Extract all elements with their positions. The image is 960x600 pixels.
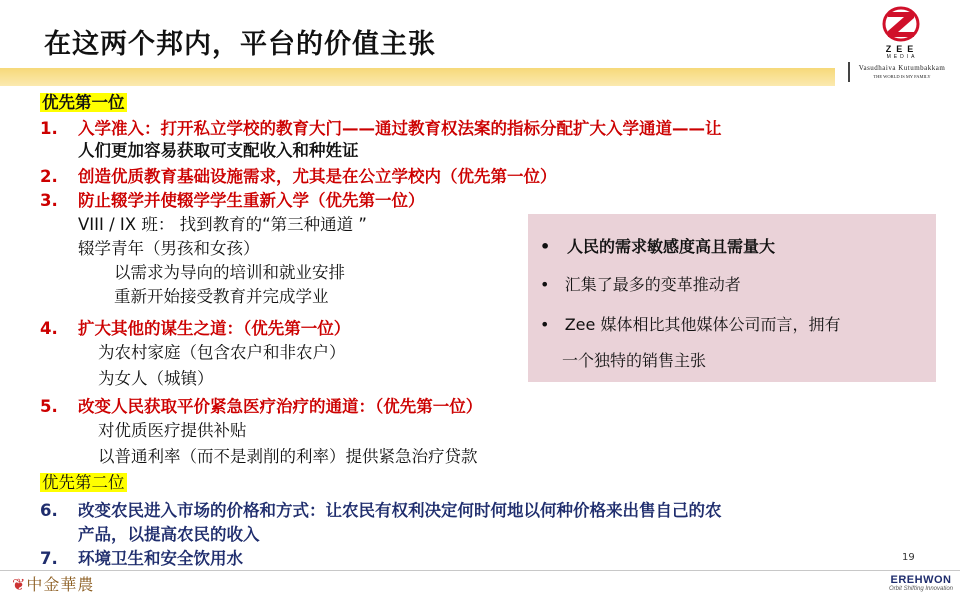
callout-bullet-1: • 人民的需求敏感度高且需量大 (540, 237, 775, 256)
callout-bullet-3-continuation: 一个独特的销售主张 (562, 351, 707, 370)
page-number: 19 (902, 552, 915, 563)
zee-wordmark: ZEE (885, 44, 919, 54)
value-proposition-callout (528, 214, 936, 382)
item-4-text: 扩大其他的谋生之道：（优先第一位） (78, 319, 351, 338)
item-2-text: 创造优质教育基础设施需求，尤其是在公立学校内（优先第一位） (78, 167, 557, 186)
tagline-subtext: THE WORLD IS MY FAMILY (873, 74, 931, 79)
title-underline-bar (0, 68, 835, 86)
item-1-text: 入学准入：打开私立学校的教育大门——通过教育权法案的指标分配扩大入学通道——让 (78, 119, 722, 138)
item-6-continuation: 产品，以提高农民的收入 (78, 525, 260, 544)
zhongjin-emblem-icon: ❦ (12, 575, 27, 594)
item-4-sub-2: 为女人（城镇） (98, 369, 214, 388)
zee-z-icon (881, 6, 921, 42)
slide-title: 在这两个邦内，平台的价值主张 (44, 29, 436, 60)
list-item-1: 1. 入学准入：打开私立学校的教育大门——通过教育权法案的指标分配扩大入学通道——让 (40, 119, 722, 138)
tagline-text: Vasudhaiva Kutumbakkam (858, 64, 946, 72)
priority2-label: 优先第二位 (42, 473, 125, 492)
item-6-text: 改变农民进入市场的价格和方式：让农民有权利决定何时何地以何种价格来出售自己的农 (78, 501, 722, 520)
priority1-label: 优先第一位 (42, 93, 125, 112)
item-3-sub-1: VIII / IX 班： 找到教育的“第三种通道 ” (78, 215, 367, 234)
item-3-sub-2: 辍学青年（男孩和女孩） (78, 239, 260, 258)
item-3-sub-4: 重新开始接受教育并完成学业 (114, 287, 329, 306)
zhongjin-logo (12, 572, 94, 595)
footer-divider (0, 570, 960, 571)
list-item-3: 3. 防止辍学并使辍学学生重新入学（优先第一位） (40, 191, 425, 210)
erehwon-wordmark: EREHWON (890, 574, 952, 586)
erehwon-logo (888, 574, 954, 592)
list-item-4: 4. 扩大其他的谋生之道：（优先第一位） (40, 319, 351, 338)
item-5-text: 改变人民获取平价紧急医疗治疗的通道：（优先第一位） (78, 397, 483, 416)
list-item-2: 2. 创造优质教育基础设施需求，尤其是在公立学校内（优先第一位） (40, 167, 557, 186)
item-4-sub-1: 为农村家庭（包含农户和非农户） (98, 343, 346, 362)
item-1-continuation: 人们更加容易获取可支配收入和种姓证 (78, 141, 359, 160)
zee-media-logo (848, 6, 958, 84)
callout-bullet-3: • Zee 媒体相比其他媒体公司而言，拥有 (540, 315, 841, 334)
list-item-5: 5. 改变人民获取平价紧急医疗治疗的通道：（优先第一位） (40, 397, 483, 416)
item-5-sub-1: 对优质医疗提供补贴 (98, 421, 247, 440)
erehwon-tagline: Orbit Shifting Innovation (888, 586, 954, 592)
item-3-text: 防止辍学并使辍学学生重新入学（优先第一位） (78, 191, 425, 210)
zhongjin-wordmark: 中金華農 (26, 575, 95, 594)
item-3-sub-3: 以需求为导向的培训和就业安排 (114, 263, 345, 282)
zee-media-wordmark: MEDIA (886, 54, 918, 60)
item-5-sub-2: 以普通利率（而不是剥削的利率）提供紧急治疗贷款 (98, 447, 478, 466)
list-item-7: 7. 环境卫生和安全饮用水 (40, 549, 243, 568)
list-item-6: 6. 改变农民进入市场的价格和方式：让农民有权利决定何时何地以何种价格来出售自己的农 (40, 501, 722, 520)
callout-bullet-2: • 汇集了最多的变革推动者 (540, 275, 741, 294)
item-7-text: 环境卫生和安全饮用水 (78, 549, 243, 568)
